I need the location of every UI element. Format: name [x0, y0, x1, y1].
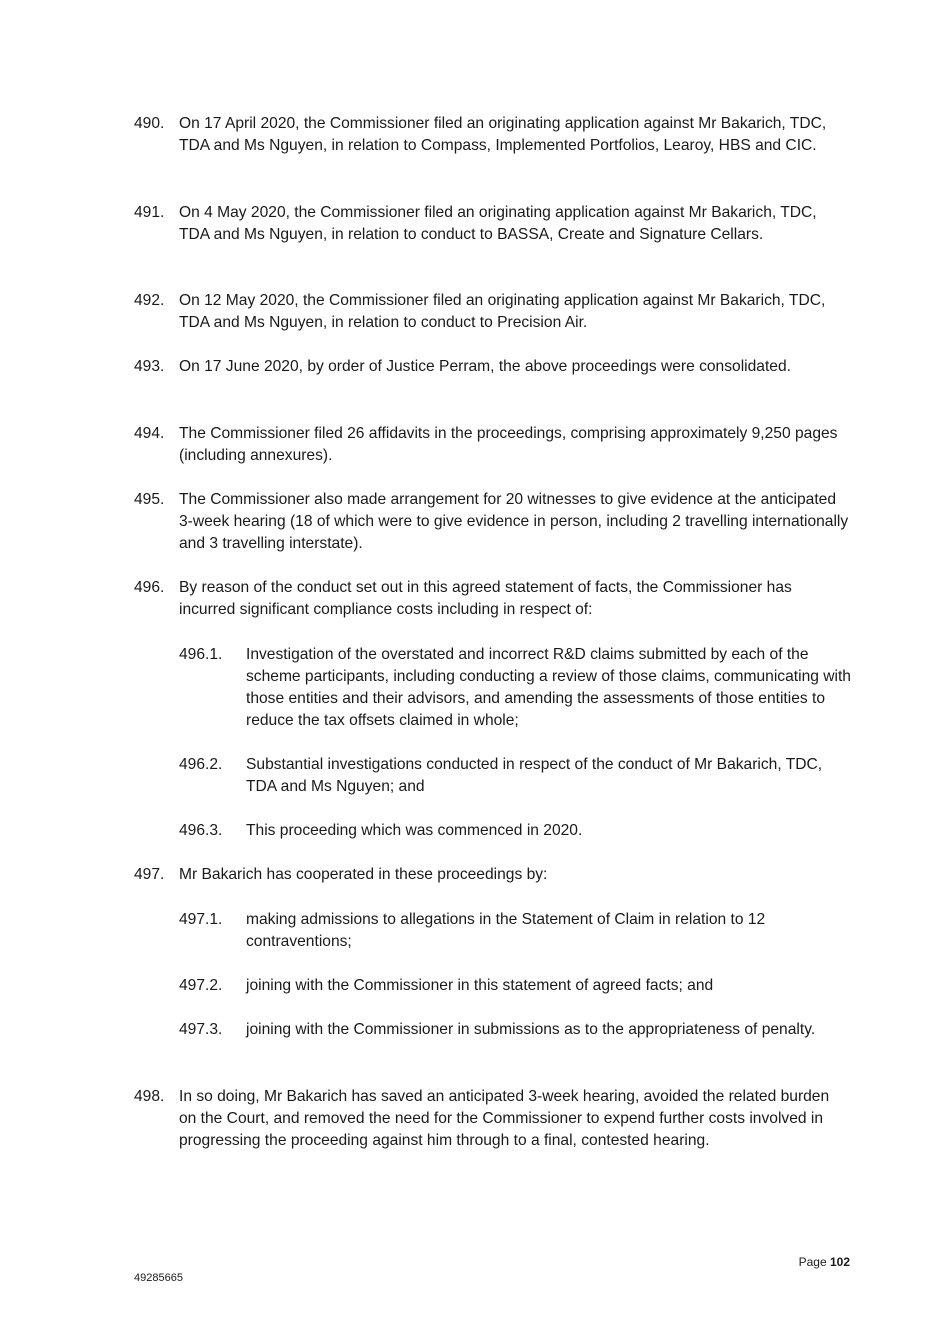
subparagraph-text: joining with the Commissioner in this statement of agreed facts; and	[246, 977, 714, 994]
paragraph-491	[134, 202, 850, 246]
subparagraph-496-3	[179, 820, 851, 842]
subparagraph-number: 496.1.	[179, 646, 223, 663]
paragraph-number: 492.	[134, 292, 165, 309]
subparagraph-number: 496.2.	[179, 756, 223, 773]
paragraph-text: By reason of the conduct set out in this agreed statement of facts, the Commissioner has incurred significant compliance costs including in respect of:	[179, 579, 792, 618]
paragraph-492	[134, 290, 850, 334]
subparagraph-number: 497.3.	[179, 1021, 223, 1038]
paragraph-text: On 4 May 2020, the Commissioner filed an originating application against Mr Bakarich, TDC, TDA and Ms Nguyen, in relation to conduct to BASSA, Create and Signature Cellars.	[179, 204, 817, 243]
subparagraph-497-3	[179, 1019, 851, 1041]
paragraph-number: 497.	[134, 866, 165, 883]
page-number: 102	[829, 1255, 850, 1269]
paragraph-number: 491.	[134, 204, 165, 221]
paragraph-497	[134, 864, 850, 886]
paragraph-number: 496.	[134, 579, 165, 596]
paragraph-496	[134, 577, 850, 621]
paragraph-498	[134, 1086, 850, 1152]
paragraph-text: The Commissioner filed 26 affidavits in the proceedings, comprising approximately 9,250 pages (including annexures).	[179, 425, 838, 464]
subparagraph-number: 497.2.	[179, 977, 223, 994]
subparagraph-text: Substantial investigations conducted in respect of the conduct of Mr Bakarich, TDC, TDA and Ms Nguyen; and	[246, 756, 823, 795]
paragraph-number: 490.	[134, 115, 165, 132]
subparagraph-text: making admissions to allegations in the Statement of Claim in relation to 12 contraventions;	[246, 911, 766, 950]
paragraph-text: Mr Bakarich has cooperated in these proceedings by:	[179, 866, 548, 883]
paragraph-text: On 17 June 2020, by order of Justice Perram, the above proceedings were consolidated.	[179, 358, 791, 375]
document-id: 49285665	[134, 1272, 183, 1284]
subparagraph-496-2	[179, 754, 851, 798]
subparagraph-number: 496.3.	[179, 822, 223, 839]
page-label: Page	[798, 1255, 827, 1269]
paragraph-number: 493.	[134, 358, 165, 375]
paragraph-494	[134, 423, 850, 467]
subparagraph-496-1	[179, 644, 851, 732]
subparagraph-497-1	[179, 909, 851, 953]
subparagraph-text: This proceeding which was commenced in 2020.	[246, 822, 583, 839]
paragraph-number: 495.	[134, 491, 165, 508]
page-number-footer	[799, 1254, 850, 1270]
paragraph-number: 498.	[134, 1088, 165, 1105]
subparagraph-text: Investigation of the overstated and incorrect R&D claims submitted by each of the scheme participants, including conducting a review of those claims, communicating with those entities and their advisors, and amending the assessments of those entities to reduce the tax offsets claimed in whole;	[246, 646, 851, 729]
paragraph-text: On 12 May 2020, the Commissioner filed an originating application against Mr Bakarich, TDC, TDA and Ms Nguyen, in relation to conduct to Precision Air.	[179, 292, 826, 331]
subparagraph-number: 497.1.	[179, 911, 223, 928]
subparagraph-497-2	[179, 975, 851, 997]
paragraph-495	[134, 489, 850, 555]
paragraph-text: In so doing, Mr Bakarich has saved an anticipated 3-week hearing, avoided the related burden on the Court, and removed the need for the Commissioner to expend further costs involved in progressing the proceeding against him through to a final, contested hearing.	[179, 1088, 830, 1149]
paragraph-493	[134, 356, 850, 378]
paragraph-text: The Commissioner also made arrangement for 20 witnesses to give evidence at the anticipated 3-week hearing (18 of which were to give evidence in person, including 2 travelling internationally and 3 travelling interstate).	[179, 491, 849, 552]
paragraph-number: 494.	[134, 425, 165, 442]
paragraph-490	[134, 113, 850, 157]
subparagraph-text: joining with the Commissioner in submissions as to the appropriateness of penalty.	[246, 1021, 816, 1038]
paragraph-text: On 17 April 2020, the Commissioner filed an originating application against Mr Bakarich, TDC, TDA and Ms Nguyen, in relation to Compass, Implemented Portfolios, Learoy, HBS and CIC.	[179, 115, 827, 154]
